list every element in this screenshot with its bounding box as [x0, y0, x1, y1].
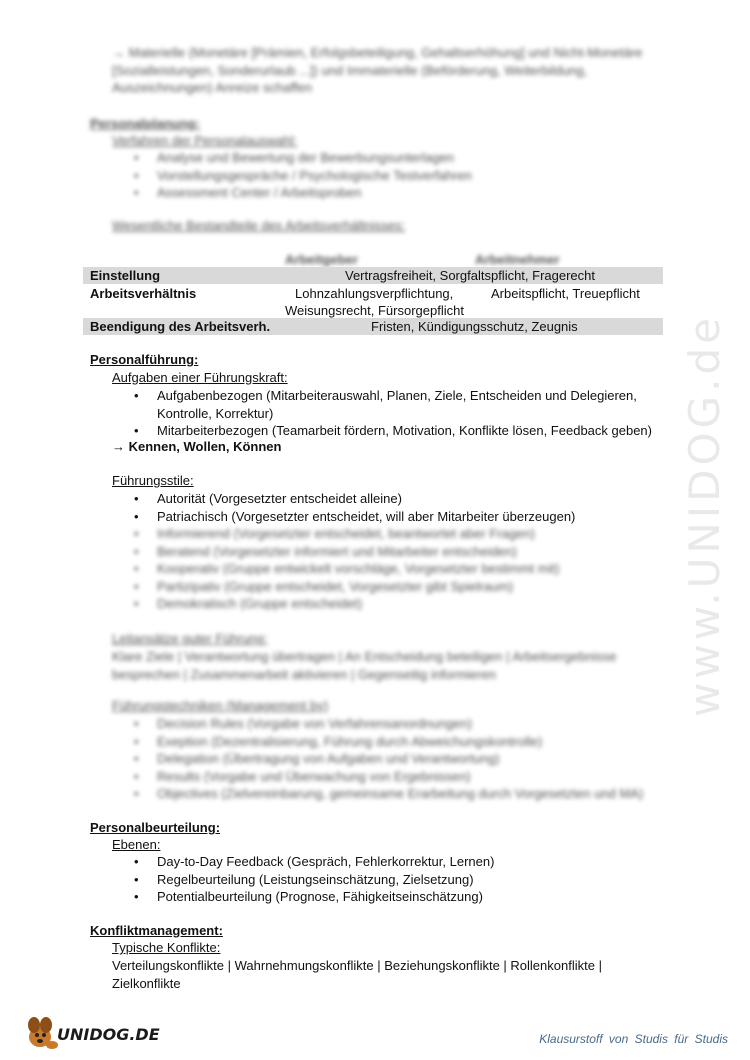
list-item: • Patriachisch (Vorgesetzter entscheidet, will aber Mitarbeiter überzeugen)	[112, 508, 632, 526]
unidog-logo	[22, 1013, 160, 1053]
personalauswahl-subheading: Verfahren der Personalauswahl:	[112, 133, 298, 148]
list-item-text: Mitarbeiterbezogen (Teamarbeit fördern, Motivation, Konflikte lösen, Feedback geben)	[157, 423, 652, 438]
fuehrungsstile-list	[112, 490, 632, 525]
personalauswahl-list	[112, 149, 612, 202]
fuehrungstechniken-subheading: Führungstechniken (Management by)	[112, 698, 329, 713]
list-item: • Analyse und Bewertung der Bewerbungsunterlagen	[112, 149, 612, 167]
table-row	[83, 267, 663, 284]
konflikte-line-2: Zielkonflikte	[112, 975, 181, 991]
kennen-wollen-koennen: → Kennen, Wollen, Können	[112, 439, 282, 454]
list-item: • Exeption (Dezentralisierung, Führung durch Abweichungskontrolle)	[112, 733, 672, 751]
list-item	[112, 422, 672, 440]
column-header-arbeitgeber: Arbeitgeber	[285, 252, 358, 267]
table-row	[83, 318, 663, 335]
typische-konflikte-subheading: Typische Konflikte:	[112, 940, 221, 955]
list-item: • Demokratisch (Gruppe entscheidet)	[112, 595, 632, 613]
row-label-arbeitsverhaeltnis: Arbeitsverhältnis	[90, 286, 197, 301]
leitansaetze-line-1: Klare Ziele | Verantwortung übertragen | An Entscheidung beteiligen | Arbeitsergebnisse	[112, 649, 617, 664]
fuehrungsstile-subheading: Führungsstile:	[112, 473, 194, 488]
list-item: • Decision Rules (Vorgabe von Verfahrensanordnungen)	[112, 715, 672, 733]
intro-line-2: [Sozialleistungen, Sonderurlaub ...]) und Immaterielle (Beförderung, Weiterbildung,	[112, 62, 588, 78]
list-item	[112, 387, 672, 405]
list-item: • Regelbeurteilung (Leistungseinschätzung, Zielsetzung)	[112, 871, 632, 889]
column-header-arbeitnehmer: Arbeitnehmer	[475, 252, 560, 267]
blurred-intro	[112, 44, 652, 97]
intro-line-1: → Materielle (Monetäre [Prämien, Erfolgsbeteiligung, Gehaltserhöhung] und Nicht-Monetäre	[112, 45, 643, 60]
row-label-beendigung: Beendigung des Arbeitsverh.	[90, 319, 271, 334]
row-value-arbeitgeber-2: Weisungsrecht, Fürsorgepflicht	[285, 303, 464, 318]
ebenen-subheading: Ebenen:	[112, 837, 161, 852]
personalbeurteilung-heading: Personalbeurteilung:	[90, 820, 221, 835]
row-value-arbeitgeber-1: Lohnzahlungsverpflichtung,	[295, 286, 454, 301]
konfliktmanagement-heading: Konfliktmanagement:	[90, 923, 223, 938]
leitansaetze-subheading: Leitansätze guter Führung:	[112, 631, 268, 646]
list-item: • Kooperativ (Gruppe entwickelt vorschläge, Vorgesetzter bestimmt mit)	[112, 560, 632, 578]
footer-tagline: Klausurstoff von Studis für Studis	[539, 1032, 728, 1046]
ebenen-list	[112, 853, 632, 906]
list-item: • Delegation (Übertragung von Aufgaben und Verantwortung)	[112, 750, 672, 768]
bullet: •	[134, 388, 139, 403]
list-item: • Potentialbeurteilung (Prognose, Fähigkeitseinschätzung)	[112, 888, 632, 906]
list-item: • Beratend (Vorgesetzter informiert und Mitarbeiter entscheiden)	[112, 543, 632, 561]
row-value-arbeitnehmer: Arbeitspflicht, Treuepflicht	[491, 286, 640, 301]
intro-line-3: Auszeichnungen) Anreize schaffen	[112, 80, 312, 95]
list-item-continuation: Kontrolle, Korrektur)	[157, 405, 274, 421]
aufgaben-list	[112, 387, 672, 440]
dog-mascot-icon	[22, 1013, 62, 1053]
bullet: •	[134, 423, 139, 438]
list-item: • Day-to-Day Feedback (Gespräch, Fehlerkorrektur, Lernen)	[112, 853, 632, 871]
row-value: Vertragsfreiheit, Sorgfaltspflicht, Fragerecht	[345, 268, 596, 283]
watermark	[679, 290, 729, 740]
list-item: • Informierend (Vorgesetzter entscheidet, beantwortet aber Fragen)	[112, 525, 632, 543]
row-value: Fristen, Kündigungsschutz, Zeugnis	[371, 319, 578, 334]
konflikte-line-1: Verteilungskonflikte | Wahrnehmungskonflikte | Beziehungskonflikte | Rollenkonflikte |	[112, 958, 602, 973]
list-item: • Partizipativ (Gruppe entscheidet, Vorgesetzter gibt Spielraum)	[112, 578, 632, 596]
personalfuehrung-heading: Personalführung:	[90, 352, 199, 367]
leitansaetze-line-2: besprechen | Zusammenarbeit aktivieren | Gegenseitig informieren	[112, 666, 496, 682]
list-item: • Results (Vorgabe und Überwachung von Ergebnissen)	[112, 768, 672, 786]
list-item: • Assessment Center / Arbeitsproben	[112, 184, 612, 202]
personalplanung-heading: Personalplanung:	[90, 116, 200, 131]
arbeitsverhaeltnis-subheading: Wesentliche Bestandteile des Arbeitsverhältnisses:	[112, 218, 406, 233]
table-row	[83, 285, 663, 319]
logo-text: UNIDOG.DE	[57, 1025, 160, 1044]
aufgaben-subheading: Aufgaben einer Führungskraft:	[112, 370, 288, 385]
watermark-text: www.UNIDOG.de	[679, 313, 729, 717]
list-item: • Vorstellungsgespräche / Psychologische Testverfahren	[112, 167, 612, 185]
list-item: • Autorität (Vorgesetzter entscheidet alleine)	[112, 490, 632, 508]
konflikte-text	[112, 957, 672, 992]
list-item-text: Aufgabenbezogen (Mitarbeiterauswahl, Planen, Ziele, Entscheiden und Delegieren,	[157, 388, 637, 403]
fuehrungstechniken-list	[112, 715, 672, 803]
fuehrungsstile-list-blurred	[112, 525, 632, 613]
row-label-einstellung: Einstellung	[90, 268, 161, 283]
leitansaetze-text	[112, 648, 652, 683]
list-item: • Objectives (Zielvereinbarung, gemeinsame Erarbeitung durch Vorgesetzten und MA)	[112, 785, 672, 803]
